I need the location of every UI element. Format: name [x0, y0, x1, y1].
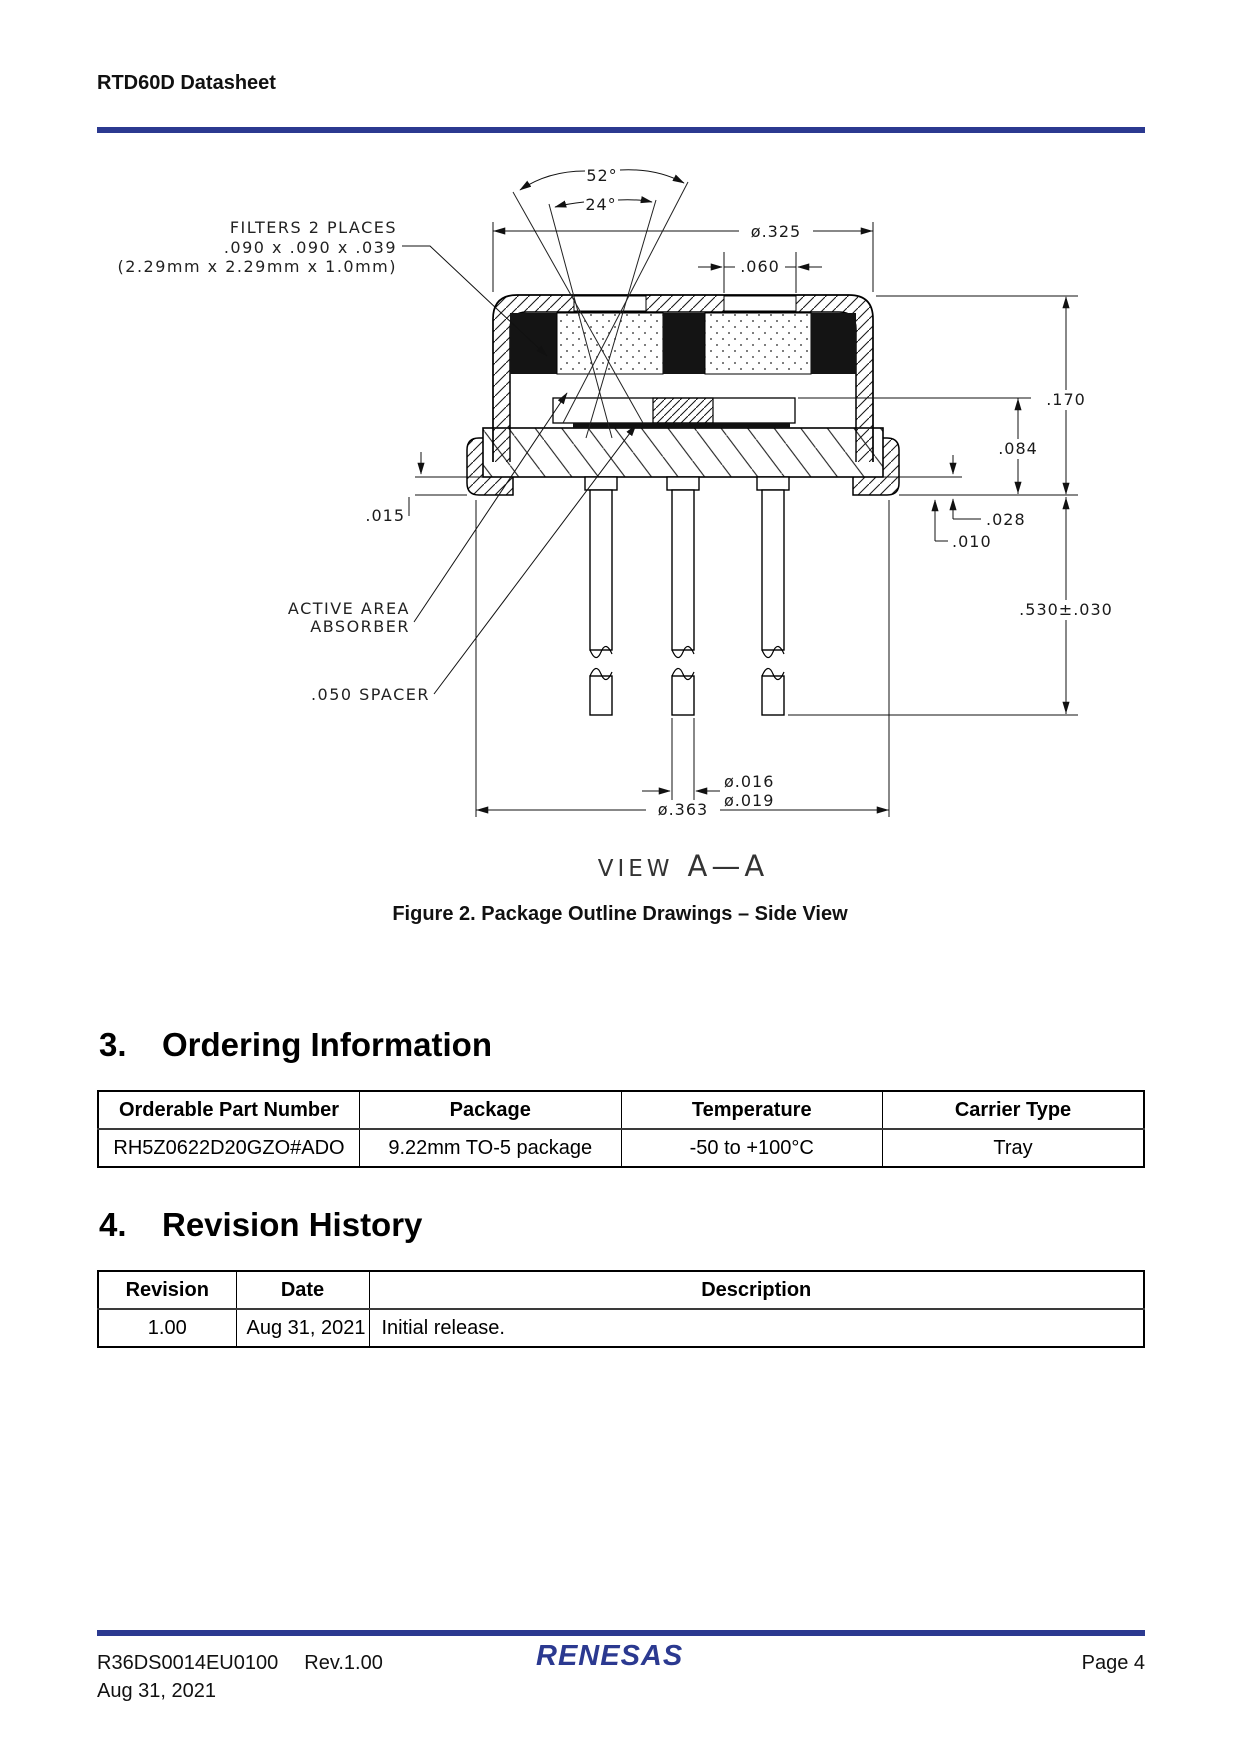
revision-header-revision: Revision: [98, 1271, 236, 1309]
dim-lead-dia-max: ø.019: [724, 791, 775, 810]
ordering-header-carrier: Carrier Type: [883, 1091, 1145, 1129]
ordering-part-number: RH5Z0622D20GZO#ADO: [98, 1129, 360, 1167]
table-row: [98, 1309, 1144, 1347]
view-title: VIEW A—A: [597, 849, 769, 883]
dim-angle-inner: 24°: [585, 195, 617, 214]
dim-lead-dia-min: ø.016: [724, 772, 775, 791]
ordering-carrier: Tray: [883, 1129, 1145, 1167]
label-spacer: .050 SPACER: [310, 685, 430, 704]
label-filters-1: FILTERS 2 PLACES: [229, 218, 397, 237]
label-absorber: ABSORBER: [310, 617, 410, 636]
dim-step1: .028: [986, 510, 1026, 529]
footer-doc-info: [97, 1652, 383, 1675]
ordering-package: 9.22mm TO-5 package: [360, 1129, 622, 1167]
revision-date: Aug 31, 2021: [236, 1309, 369, 1347]
renesas-logo-text: RENESAS: [536, 1640, 684, 1672]
revision-header-row: [98, 1271, 1144, 1309]
figure-caption: Figure 2. Package Outline Drawings – Side View: [392, 903, 848, 925]
renesas-logo: [530, 1636, 730, 1676]
footer-page-number: Page 4: [1081, 1652, 1145, 1674]
package-cross-section: [467, 295, 899, 715]
revision-history-table: [97, 1270, 1145, 1348]
dim-flange-lip: .015: [365, 506, 405, 525]
lead-break-marks: [590, 646, 784, 679]
dim-angle-outer: 52°: [586, 166, 618, 185]
section-4-number: 4.: [99, 1206, 127, 1243]
footer-revision: Rev.1.00: [304, 1652, 383, 1674]
ordering-header-part-number: Orderable Part Number: [98, 1091, 360, 1129]
ordering-header-temperature: Temperature: [621, 1091, 883, 1129]
dim-height-total: .170: [1046, 390, 1086, 409]
label-filters-3: (2.29mm x 2.29mm x 1.0mm): [117, 257, 397, 276]
ordering-temperature: -50 to +100°C: [621, 1129, 883, 1167]
footer-date: Aug 31, 2021: [97, 1680, 216, 1702]
section-3-title: Ordering Information: [162, 1026, 492, 1063]
document-title: RTD60D Datasheet: [97, 72, 276, 94]
dim-aperture: .060: [740, 257, 780, 276]
dim-lead-length: .530±.030: [1019, 600, 1113, 619]
label-active-area: ACTIVE AREA: [287, 599, 410, 618]
section-4-heading: [99, 1206, 1145, 1244]
revision-header-date: Date: [236, 1271, 369, 1309]
revision-header-description: Description: [369, 1271, 1144, 1309]
table-row: [98, 1129, 1144, 1167]
footer-doc-number: R36DS0014EU0100: [97, 1652, 279, 1674]
dim-dia-cap: ø.325: [750, 222, 802, 241]
dim-step2: .010: [952, 532, 992, 551]
revision-value: 1.00: [98, 1309, 236, 1347]
ordering-header-row: [98, 1091, 1144, 1129]
dim-height-inner: .084: [998, 439, 1038, 458]
ordering-header-package: Package: [360, 1091, 622, 1129]
ordering-table: [97, 1090, 1145, 1168]
label-filters-2: .090 x .090 x .039: [223, 238, 397, 257]
dim-dia-flange: ø.363: [657, 800, 709, 819]
section-3-number: 3.: [99, 1026, 127, 1063]
section-4-title: Revision History: [162, 1206, 423, 1243]
revision-description: Initial release.: [369, 1309, 1144, 1347]
section-3-heading: [99, 1026, 1145, 1064]
